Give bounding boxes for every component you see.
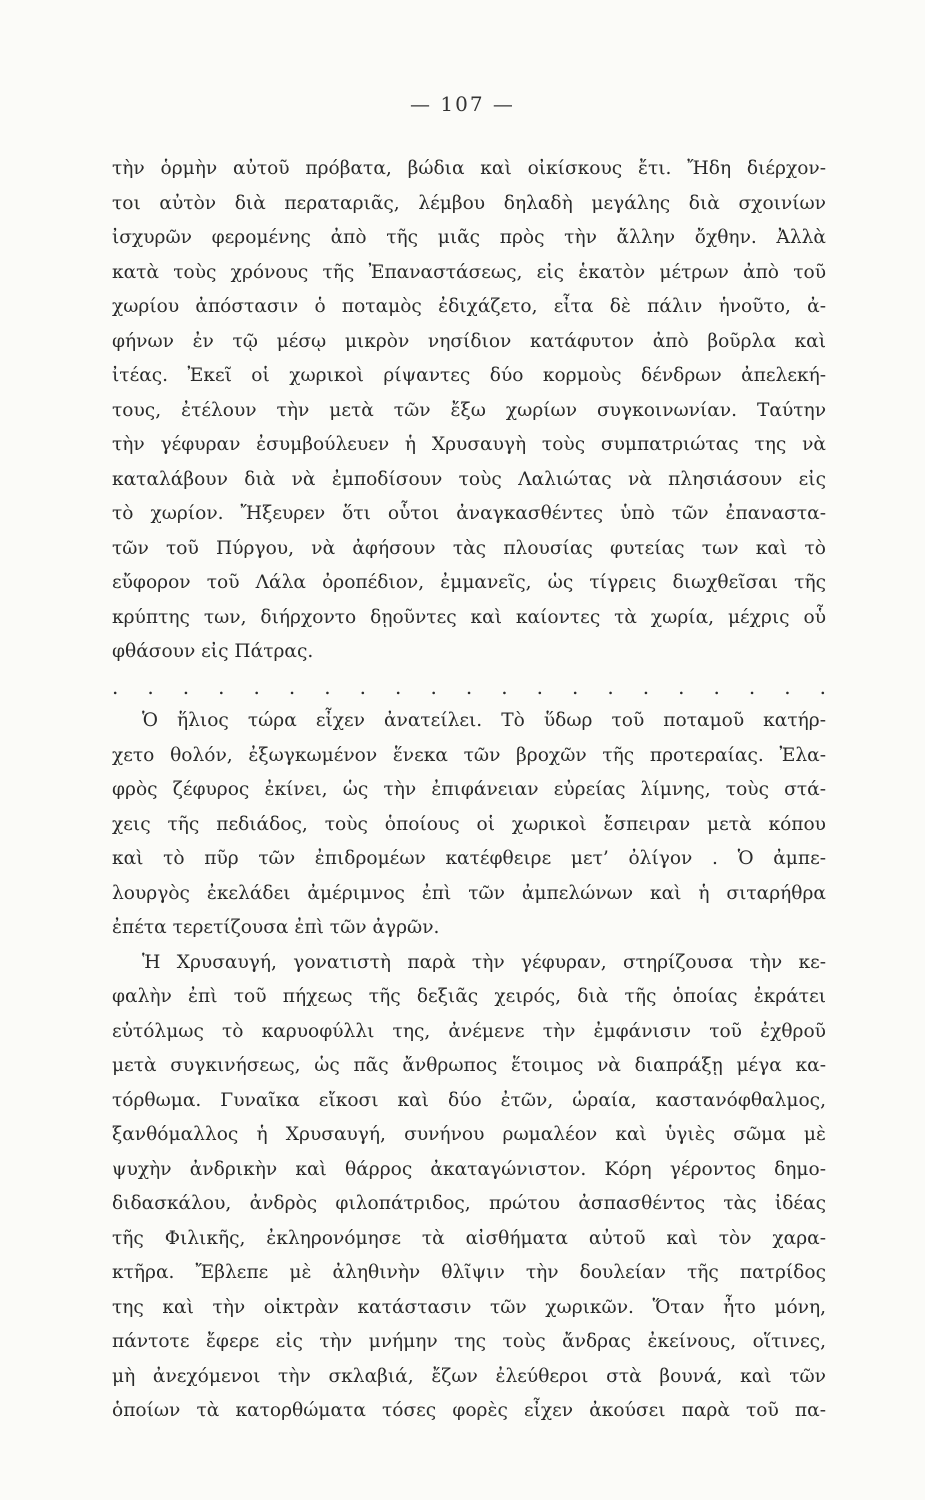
text-line: φαλὴν ἐπὶ τοῦ πήχεως τῆς δεξιᾶς χειρός, διὰ τῆς ὁποίας ἐκράτει: [112, 986, 826, 1007]
text-line: ἰτέας. Ἐκεῖ οἱ χωρικοὶ ρίψαντες δύο κορμοὺς δένδρων ἀπελεκή-: [112, 365, 826, 386]
text-line: φρὸς ζέφυρος ἐκίνει, ὡς τὴν ἐπιφάνειαν εὐρείας λίμνης, τοὺς στά-: [112, 779, 826, 800]
text-line: κατὰ τοὺς χρόνους τῆς Ἐπαναστάσεως, εἰς ἑκατὸν μέτρων ἀπὸ τοῦ: [112, 261, 826, 283]
text-line: εὔφορον τοῦ Λάλα ὀροπέδιον, ἐμμανεῖς, ὡς τίγρεις διωχθεῖσαι τῆς: [112, 572, 826, 593]
text-line: μὴ ἀνεχόμενοι τὴν σκλαβιά, ἔζων ἐλεύθεροι στὰ βουνά, καὶ τῶν: [112, 1365, 826, 1387]
text-line: πάντοτε ἔφερε εἰς τὴν μνήμην της τοὺς ἄνδρας ἐκείνους, οἵτινες,: [112, 1331, 826, 1352]
text-line: τὸ χωρίον. Ἤξευρεν ὅτι οὗτοι ἀναγκασθέντες ὑπὸ τῶν ἐπαναστα-: [112, 503, 826, 524]
text-line: ἐπέτα τερετίζουσα ἐπὶ τῶν ἀγρῶν.: [112, 917, 440, 938]
text-line: Ἡ Χρυσαυγή, γονατιστὴ παρὰ τὴν γέφυραν, στηρίζουσα τὴν κε-: [142, 951, 826, 973]
text-line: εὐτόλμως τὸ καρυοφύλλι της, ἀνέμενε τὴν ἐμφάνισιν τοῦ ἐχθροῦ: [112, 1020, 826, 1042]
text-line: Ὁ ἥλιος τώρα εἶχεν ἀνατείλει. Τὸ ὕδωρ τοῦ ποταμοῦ κατήρ-: [142, 710, 826, 731]
text-line: χωρίου ἀπόστασιν ὁ ποταμὸς ἐδιχάζετο, εἶτα δὲ πάλιν ἡνοῦτο, ἀ-: [112, 296, 826, 317]
text-line: ξανθόμαλλος ἡ Χρυσαυγή, συνήνου ρωμαλέον καὶ ὑγιὲς σῶμα μὲ: [112, 1124, 826, 1145]
text-line: τῆς Φιλικῆς, ἐκληρονόμησε τὰ αἰσθήματα αὐτοῦ καὶ τὸν χαρα-: [112, 1227, 826, 1249]
text-line: κρύπτης των, διήρχοντο δῃοῦντες καὶ καίοντες τὰ χωρία, μέχρις οὗ: [112, 606, 826, 628]
section-separator: . . . . . . . . . . . . . . . . . . . . .: [112, 674, 826, 699]
text-line: χετο θολόν, ἐξωγκωμένον ἕνεκα τῶν βροχῶν τῆς προτεραίας. Ἐλα-: [112, 744, 826, 766]
page-number: — 107 —: [410, 92, 515, 116]
text-line: φήνων ἐν τῷ μέσῳ μικρὸν νησίδιον κατάφυτον ἀπὸ βοῦρλα καὶ: [112, 330, 826, 352]
text-line: φθάσουν εἰς Πάτρας.: [112, 641, 314, 662]
text-line: κτῆρα. Ἔβλεπε μὲ ἀληθινὴν θλῖψιν τὴν δουλείαν τῆς πατρίδος: [112, 1262, 826, 1283]
text-line: ὁποίων τὰ κατορθώματα τόσες φορὲς εἶχεν ἀκούσει παρὰ τοῦ πα-: [112, 1400, 826, 1421]
text-line: τὴν ὁρμὴν αὐτοῦ πρόβατα, βώδια καὶ οἰκίσκους ἔτι. Ἤδη διέρχον-: [112, 158, 826, 179]
body-text: [112, 152, 826, 1429]
text-line: καταλάβουν διὰ νὰ ἐμποδίσουν τοὺς Λαλιώτας νὰ πλησιάσουν εἰς: [112, 468, 826, 490]
text-line: τους, ἐτέλουν τὴν μετὰ τῶν ἔξω χωρίων συγκοινωνίαν. Ταύτην: [112, 399, 826, 421]
text-line: χεις τῆς πεδιάδος, τοὺς ὁποίους οἱ χωρικοὶ ἔσπειραν μετὰ κόπου: [112, 813, 826, 835]
text-line: ἰσχυρῶν φερομένης ἀπὸ τῆς μιᾶς πρὸς τὴν ἄλλην ὄχθην. Ἀλλὰ: [112, 227, 826, 248]
text-line: τῶν τοῦ Πύργου, νὰ ἀφήσουν τὰς πλουσίας φυτείας των καὶ τὸ: [112, 537, 826, 559]
text-line: τὴν γέφυραν ἐσυμβούλευεν ἡ Χρυσαυγὴ τοὺς συμπατριώτας της νὰ: [112, 434, 826, 455]
text-line: διδασκάλου, ἀνδρὸς φιλοπάτριδος, πρώτου ἀσπασθέντος τὰς ἰδέας: [112, 1193, 826, 1214]
text-line: λουργὸς ἐκελάδει ἀμέριμνος ἐπὶ τῶν ἀμπελώνων καὶ ἡ σιταρήθρα: [112, 882, 826, 904]
text-line: της καὶ τὴν οἰκτρὰν κατάστασιν τῶν χωρικῶν. Ὅταν ἦτο μόνη,: [112, 1296, 826, 1318]
text-line: ψυχὴν ἀνδρικὴν καὶ θάρρος ἀκαταγώνιστον. Κόρη γέροντος δημο-: [112, 1158, 826, 1180]
text-line: μετὰ συγκινήσεως, ὡς πᾶς ἄνθρωπος ἕτοιμος νὰ διαπράξῃ μέγα κα-: [112, 1055, 826, 1076]
text-line: τοι αὐτὸν διὰ περαταριᾶς, λέμβου δηλαδὴ μεγάλης διὰ σχοινίων: [112, 192, 826, 214]
text-line: καὶ τὸ πῦρ τῶν ἐπιδρομέων κατέφθειρε μετ’ ὀλίγον . Ὁ ἀμπε-: [112, 848, 826, 869]
text-line: τόρθωμα. Γυναῖκα εἴκοσι καὶ δύο ἐτῶν, ὡραία, καστανόφθαλμος,: [112, 1089, 826, 1111]
